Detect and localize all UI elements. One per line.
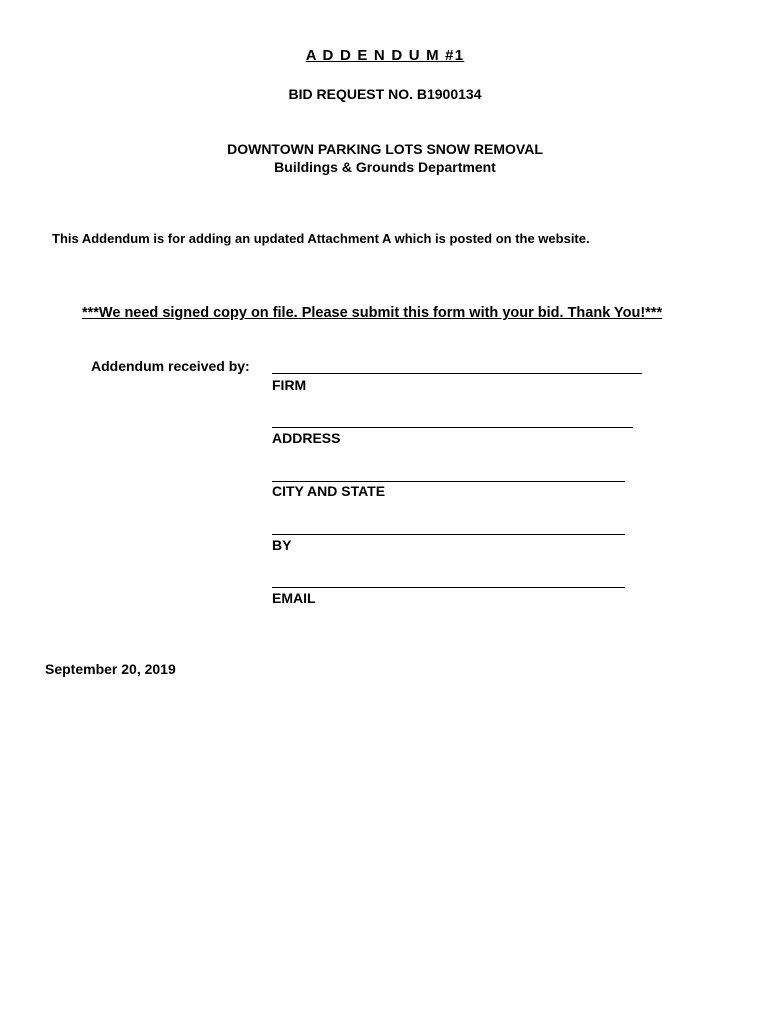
addendum-heading: A D D E N D U M #1 bbox=[305, 47, 465, 64]
address-label: ADDRESS bbox=[272, 430, 341, 446]
signature-notice: ***We need signed copy on file. Please submit this form with your bid. Thank You!*** bbox=[82, 305, 663, 321]
department-name: Buildings & Grounds Department bbox=[274, 159, 496, 175]
document-date: September 20, 2019 bbox=[45, 661, 176, 677]
addendum-purpose: This Addendum is for adding an updated Attachment A which is posted on the website. bbox=[52, 231, 590, 246]
firm-label: FIRM bbox=[272, 377, 307, 393]
bid-request-number: BID REQUEST NO. B1900134 bbox=[288, 86, 482, 102]
email-label: EMAIL bbox=[272, 590, 316, 606]
by-label: BY bbox=[272, 537, 292, 553]
city-state-label: CITY AND STATE bbox=[272, 483, 386, 499]
received-by-label: Addendum received by: bbox=[91, 358, 250, 374]
email-signature-line[interactable] bbox=[272, 587, 625, 588]
address-signature-line[interactable] bbox=[272, 427, 633, 428]
by-signature-line[interactable] bbox=[272, 534, 625, 535]
firm-signature-line[interactable] bbox=[272, 373, 642, 374]
city-state-signature-line[interactable] bbox=[272, 481, 625, 482]
project-title: DOWNTOWN PARKING LOTS SNOW REMOVAL bbox=[227, 141, 543, 157]
